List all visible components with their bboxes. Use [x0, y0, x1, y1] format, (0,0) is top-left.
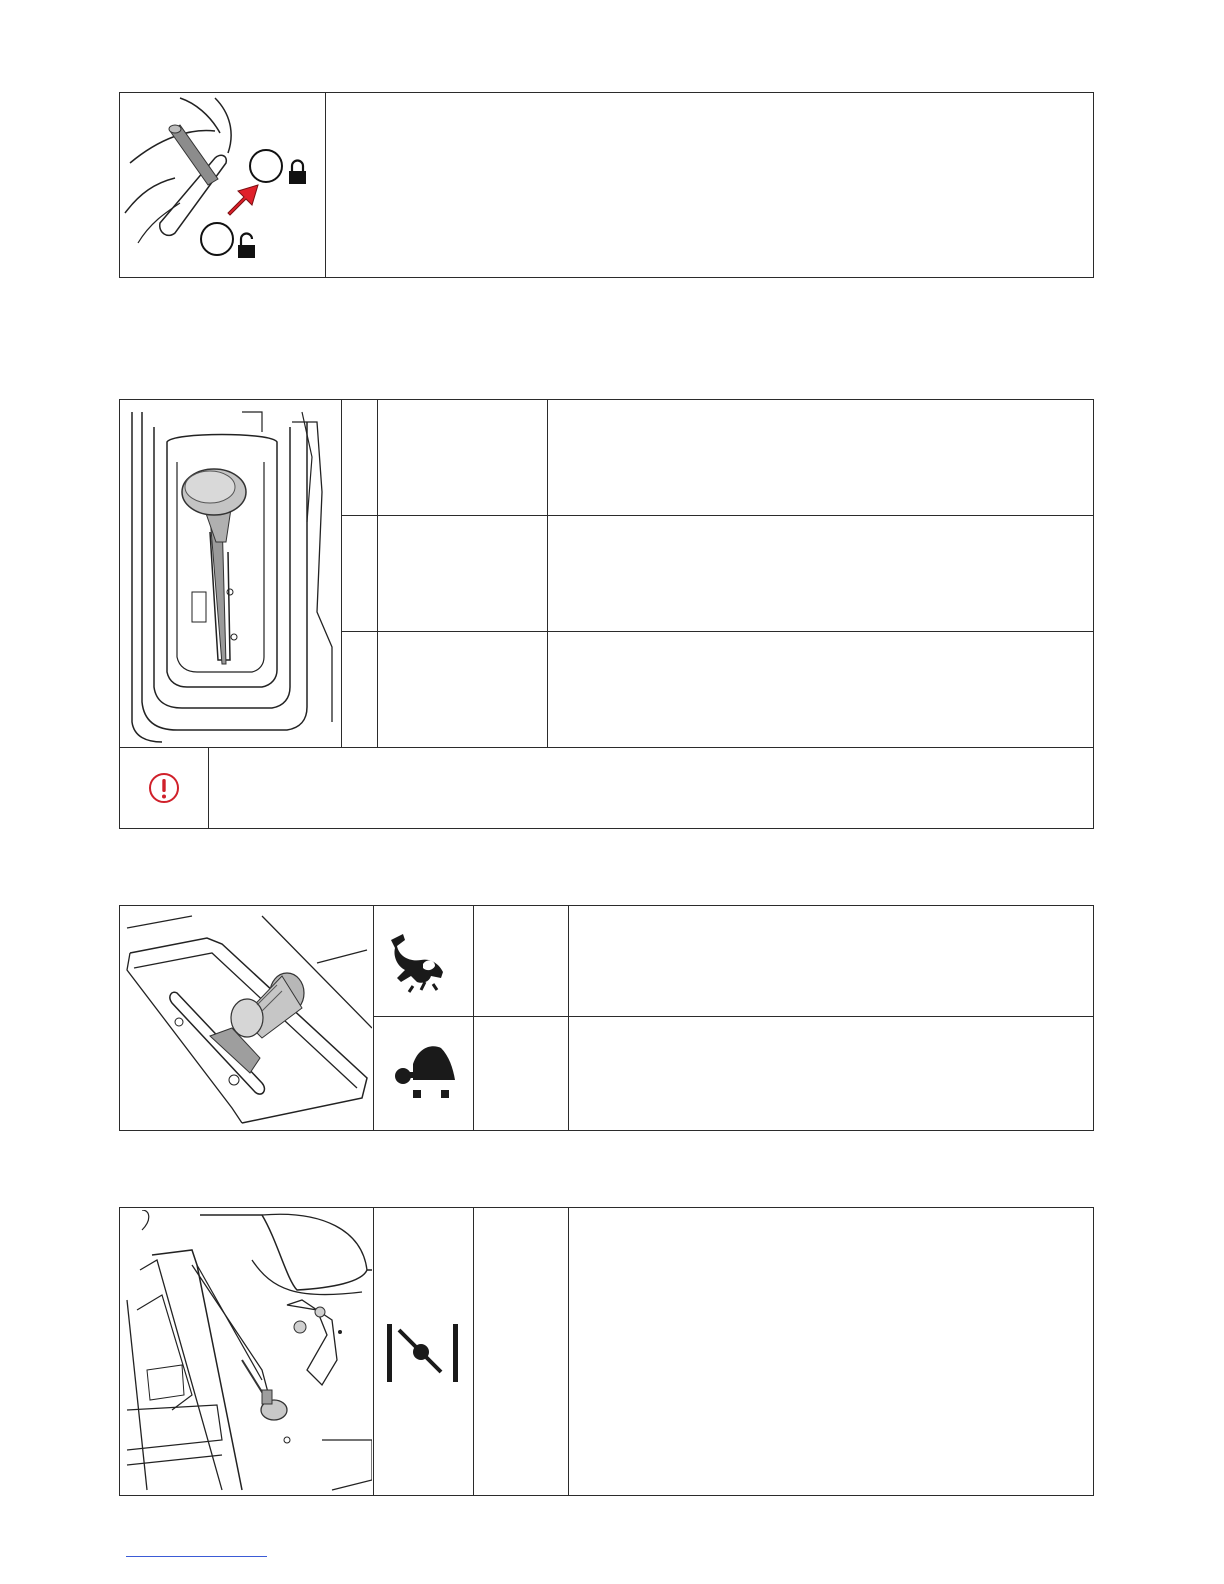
- lock-open-icon: [238, 234, 255, 259]
- unlocked-position-circle: [201, 223, 233, 255]
- footer-link-underline[interactable]: [126, 1556, 267, 1557]
- exclamation-warning-icon: [148, 772, 180, 804]
- rabbit-fast-icon: [383, 926, 463, 994]
- turtle-slow-icon: [383, 1034, 463, 1106]
- parking-brake-section: [119, 92, 1094, 278]
- travel-lever-section: [119, 399, 1094, 829]
- throttle-lever-illustration: [122, 908, 372, 1130]
- lock-closed-icon: [289, 161, 306, 185]
- parking-brake-lever-illustration: [120, 93, 325, 277]
- choke-symbol-icon: [383, 1320, 463, 1386]
- locked-position-circle: [250, 150, 282, 182]
- choke-control-section: [119, 1207, 1094, 1496]
- red-arrow-icon: [228, 185, 258, 215]
- travel-lever-illustration: [122, 402, 341, 747]
- throttle-lever-section: [119, 905, 1094, 1131]
- choke-knob-illustration: [122, 1210, 372, 1495]
